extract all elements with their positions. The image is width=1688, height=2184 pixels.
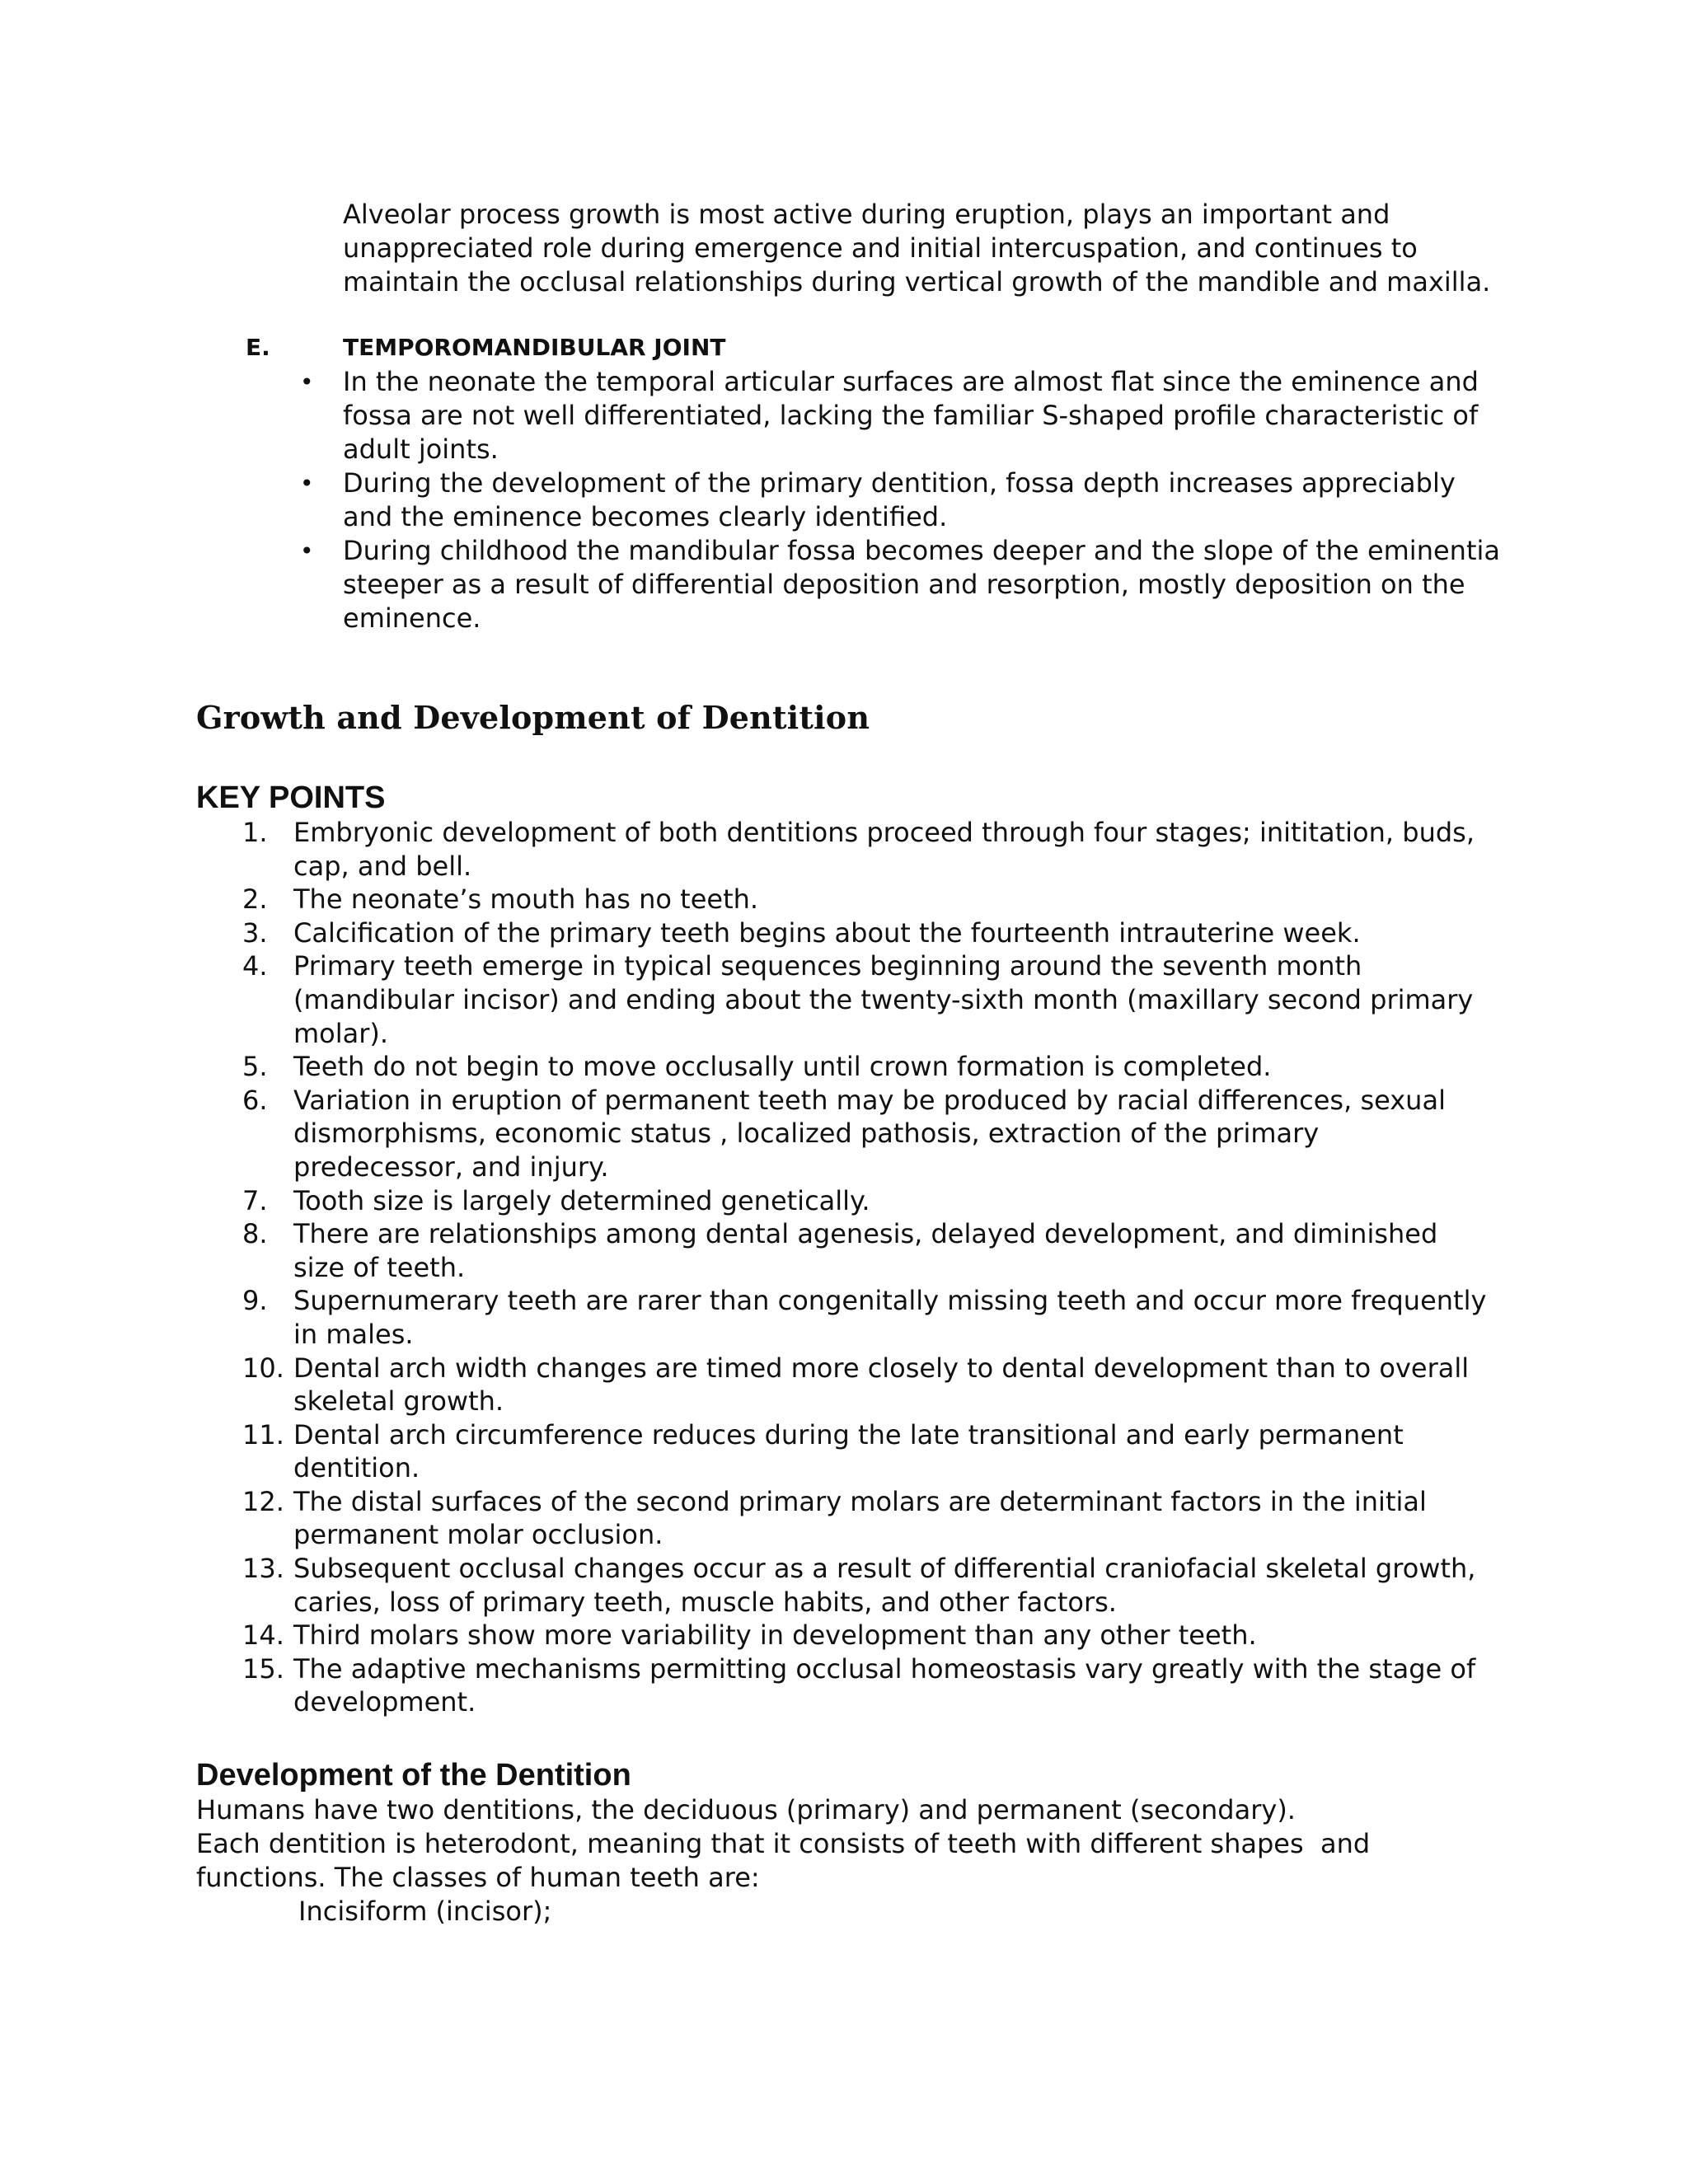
key-points-list: [242, 816, 1489, 1719]
list-number: 13.: [242, 1553, 284, 1585]
section-e-title: TEMPOROMANDIBULAR JOINT: [343, 334, 726, 361]
list-number: 3.: [242, 916, 268, 949]
bullet-icon: •: [300, 368, 314, 396]
text-line: Humans have two dentitions, the deciduous (primary) and permanent (secondary).: [196, 1794, 1296, 1825]
list-item: 2. The neonate’s mouth has no teeth.: [242, 883, 759, 916]
list-item: • During childhood the mandibular fossa becomes deeper and the slope of the eminentia steeper as a result of differential deposition and resorption, mostly deposition on the eminence.: [300, 535, 1500, 634]
list-number: 7.: [242, 1184, 268, 1216]
list-item: 10. Dental arch width changes are timed more closely to dental development than to overall skeletal growth.: [242, 1352, 1470, 1418]
text-line: functions. The classes of human teeth are:: [196, 1862, 760, 1893]
list-item: 9. Supernumerary teeth are rarer than congenitally missing teeth and occur more frequently in males.: [242, 1285, 1487, 1350]
section-e-heading: [246, 331, 725, 364]
list-item: 6. Variation in eruption of permanent teeth may be produced by racial differences, sexual dismorphisms, economic status , localized pathosis, extraction of the primary predecessor, and injury.: [242, 1084, 1446, 1183]
list-item: 3. Calcification of the primary teeth begins about the fourteenth intrauterine week.: [242, 916, 1361, 949]
list-number: 12.: [242, 1485, 284, 1517]
list-item: 1. Embryonic development of both dentitions proceed through four stages; inititation, buds, cap, and bell.: [242, 817, 1475, 882]
list-number: 2.: [242, 883, 268, 916]
list-number: 9.: [242, 1285, 268, 1317]
list-number: 8.: [242, 1218, 268, 1250]
tmj-bullet-list: [300, 365, 1513, 635]
list-number: 6.: [242, 1084, 268, 1116]
bullet-icon: •: [300, 537, 314, 565]
development-paragraph: [196, 1793, 1498, 1895]
list-item: 14. Third molars show more variability in development than any other teeth.: [242, 1619, 1257, 1652]
bullet-icon: •: [300, 470, 314, 497]
tooth-class-item: Incisiform (incisor);: [298, 1896, 552, 1927]
list-item: 13. Subsequent occlusal changes occur as a result of differential craniofacial skeletal growth, caries, loss of primary teeth, muscle habits, and other factors.: [242, 1553, 1476, 1618]
section-e-letter: E.: [246, 334, 270, 361]
list-item: • In the neonate the temporal articular surfaces are almost flat since the eminence and fossa are not well differentiated, lacking the familiar S-shaped profile characteristic of adult joints.: [300, 366, 1479, 465]
list-item: 11. Dental arch circumference reduces during the late transitional and early permanent dentition.: [242, 1418, 1404, 1484]
list-number: 4.: [242, 950, 268, 982]
development-heading: Development of the Dentition: [196, 1758, 631, 1793]
list-item: 7. Tooth size is largely determined genetically.: [242, 1184, 870, 1216]
key-points-heading: KEY POINTS: [196, 780, 386, 815]
list-item: 15. The adaptive mechanisms permitting occlusal homeostasis vary greatly with the stage of development.: [242, 1652, 1476, 1718]
page-title: Growth and Development of Dentition: [196, 699, 870, 736]
list-number: 10.: [242, 1352, 284, 1384]
list-number: 14.: [242, 1619, 284, 1652]
list-item: 5. Teeth do not begin to move occlusally until crown formation is completed.: [242, 1051, 1272, 1083]
list-item: 12. The distal surfaces of the second primary molars are determinant factors in the initial permanent molar occlusion.: [242, 1485, 1427, 1551]
list-item: 8. There are relationships among dental agenesis, delayed development, and diminished size of teeth.: [242, 1218, 1438, 1283]
list-number: 15.: [242, 1652, 284, 1685]
list-item: • During the development of the primary dentition, fossa depth increases appreciably and the eminence becomes clearly identified.: [300, 467, 1456, 532]
text-line: Each dentition is heterodont, meaning that it consists of teeth with different shapes and: [196, 1828, 1371, 1859]
list-number: 1.: [242, 817, 268, 848]
list-number: 5.: [242, 1051, 268, 1083]
list-item: 4. Primary teeth emerge in typical sequences beginning around the seventh month (mandibular incisor) and ending about the twenty-sixth month (maxillary second primary molar).: [242, 950, 1474, 1049]
alveolar-paragraph: Alveolar process growth is most active during eruption, plays an important and unappreciated role during emergence and initial intercuspation, and continues to maintain the occlusal relationships during vertical growth of the mandible and maxilla.: [343, 199, 1491, 298]
list-number: 11.: [242, 1418, 284, 1451]
